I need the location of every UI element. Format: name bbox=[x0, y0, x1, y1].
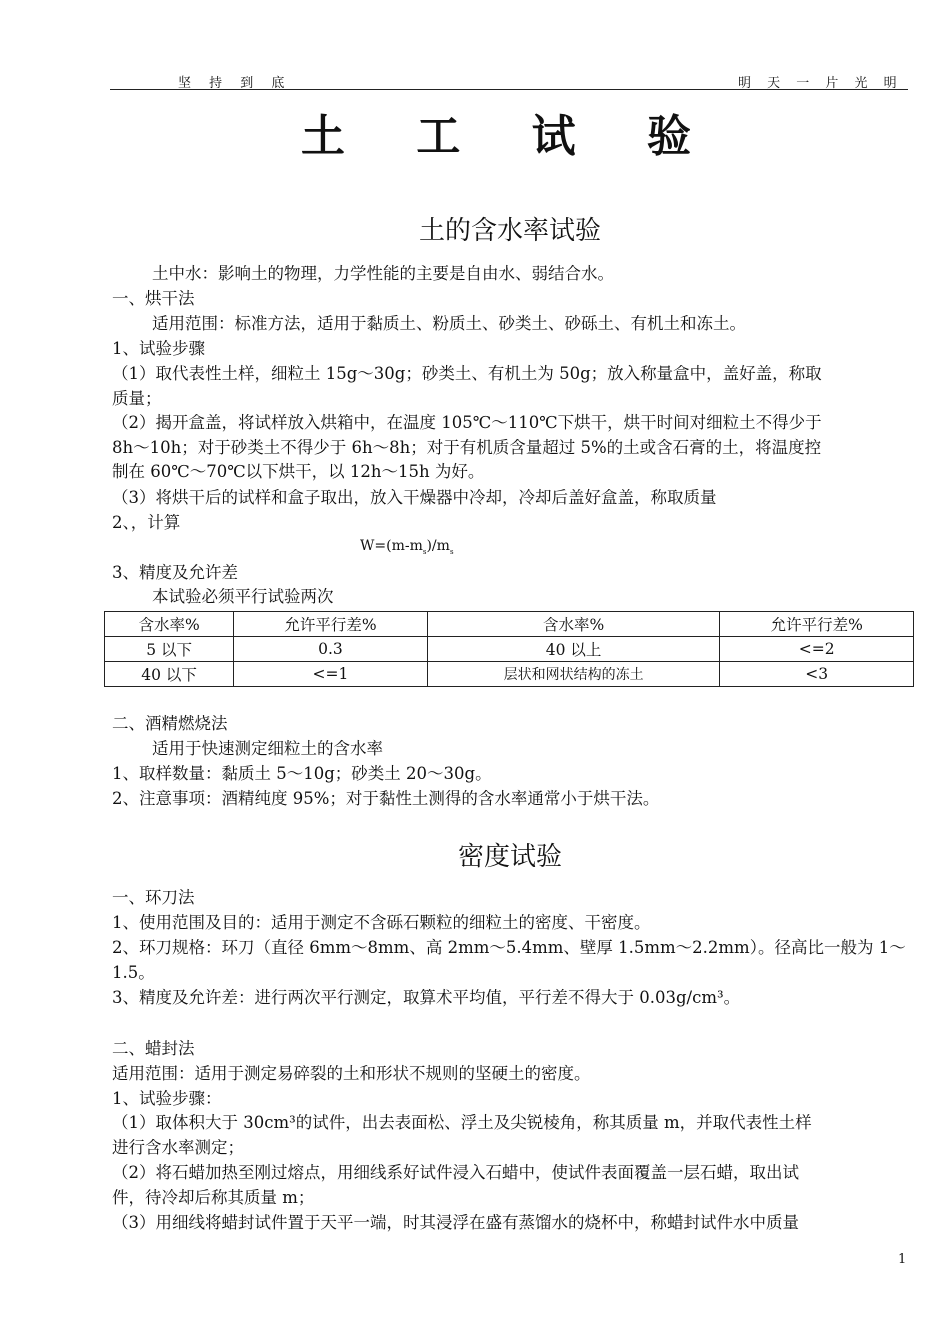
header-left: 坚 持 到 底 bbox=[178, 76, 292, 91]
table-cell: 40 以上 bbox=[427, 637, 720, 662]
paragraph: 2、环刀规格：环刀（直径 6mm～8mm、高 2mm～5.4mm、壁厚 1.5mm～2.2mm）。径高比一般为 1～ bbox=[112, 938, 906, 957]
table-cell: 40 以下 bbox=[105, 662, 234, 687]
paragraph: （2）将石蜡加热至刚过熔点，用细线系好试件浸入石蜡中，使试件表面覆盖一层石蜡，取出试 bbox=[112, 1163, 799, 1182]
table-cell: 含水率% bbox=[427, 612, 720, 637]
table-cell: <=1 bbox=[234, 662, 428, 687]
paragraph: 1、取样数量：黏质土 5～10g；砂类土 20～30g。 bbox=[112, 764, 492, 783]
subheading: 1、试验步骤 bbox=[112, 339, 205, 358]
table-row bbox=[105, 662, 914, 687]
table-row bbox=[105, 637, 914, 662]
table-cell: 5 以下 bbox=[105, 637, 234, 662]
subheading: 2、，计算 bbox=[112, 513, 181, 532]
paragraph: 进行含水率测定； bbox=[112, 1138, 244, 1157]
table-cell: <3 bbox=[720, 662, 914, 687]
method-heading: 二、蜡封法 bbox=[112, 1039, 195, 1058]
subheading: 1、试验步骤： bbox=[112, 1089, 222, 1108]
table-cell: 允许平行差% bbox=[720, 612, 914, 637]
method-heading: 一、环刀法 bbox=[112, 888, 195, 907]
document-title: 土 工 试 验 bbox=[301, 111, 719, 162]
table-cell: 允许平行差% bbox=[234, 612, 428, 637]
paragraph: 2、注意事项：酒精纯度 95%；对于黏性土测得的含水率通常小于烘干法。 bbox=[112, 789, 660, 808]
paragraph: 1、使用范围及目的：适用于测定不含砾石颗粒的细粒土的密度、干密度。 bbox=[112, 913, 651, 932]
table-cell: 0.3 bbox=[234, 637, 428, 662]
paragraph: （1）取代表性土样，细粒土 15g～30g；砂类土、有机土为 50g；放入称量盒中，盖好盖，称取 bbox=[112, 364, 822, 383]
paragraph: 适用于快速测定细粒土的含水率 bbox=[152, 739, 383, 758]
table-cell: 含水率% bbox=[105, 612, 234, 637]
subheading: 3、精度及允许差 bbox=[112, 563, 238, 582]
paragraph: 质量； bbox=[112, 389, 162, 408]
table-cell: 层状和网状结构的冻土 bbox=[427, 662, 720, 687]
paragraph: 件，待冷却后称其质量 m； bbox=[112, 1188, 315, 1207]
table-cell: <=2 bbox=[720, 637, 914, 662]
section-heading-density: 密度试验 bbox=[457, 842, 562, 872]
paragraph: （3）将烘干后的试样和盒子取出，放入干燥器中冷却，冷却后盖好盒盖，称取质量 bbox=[112, 488, 717, 507]
paragraph: 本试验必须平行试验两次 bbox=[152, 587, 334, 606]
page-number: 1 bbox=[898, 1252, 907, 1267]
paragraph: （1）取体积大于 30cm³的试件，出去表面松、浮土及尖锐棱角，称其质量 m，并取代表性土样 bbox=[112, 1113, 812, 1132]
paragraph: 适用范围：适用于测定易碎裂的土和形状不规则的坚硬土的密度。 bbox=[112, 1064, 591, 1083]
tolerance-table bbox=[104, 611, 914, 687]
paragraph: （2）揭开盒盖，将试样放入烘箱中，在温度 105℃～110℃下烘干，烘干时间对细粒土不得少于 bbox=[112, 413, 822, 432]
method-heading: 二、酒精燃烧法 bbox=[112, 714, 228, 733]
header-right: 明 天 一 片 光 明 bbox=[738, 76, 903, 91]
paragraph: （3）用细线将蜡封试件置于天平一端，时其浸浮在盛有蒸馏水的烧杯中，称蜡封试件水中质量 bbox=[112, 1213, 799, 1232]
paragraph: 3、精度及允许差：进行两次平行测定，取算术平均值，平行差不得大于 0.03g/cm³。 bbox=[112, 988, 741, 1007]
table-row bbox=[105, 612, 914, 637]
paragraph: 制在 60℃～70℃以下烘干，以 12h～15h 为好。 bbox=[112, 462, 485, 481]
paragraph: 土中水：影响土的物理，力学性能的主要是自由水、弱结合水。 bbox=[152, 264, 614, 283]
section-heading-moisture: 土的含水率试验 bbox=[418, 216, 601, 246]
paragraph: 适用范围：标准方法，适用于黏质土、粉质土、砂类土、砂砾土、有机土和冻土。 bbox=[152, 314, 746, 333]
method-heading: 一、烘干法 bbox=[112, 289, 195, 308]
paragraph: 8h～10h；对于砂类土不得少于 6h～8h；对于有机质含量超过 5%的土或含石膏的土，将温度控 bbox=[112, 438, 822, 457]
paragraph: 1.5。 bbox=[112, 963, 155, 982]
moisture-formula: $W=(m-m_s)/m_s$ bbox=[360, 538, 454, 556]
header-rule bbox=[110, 89, 908, 90]
